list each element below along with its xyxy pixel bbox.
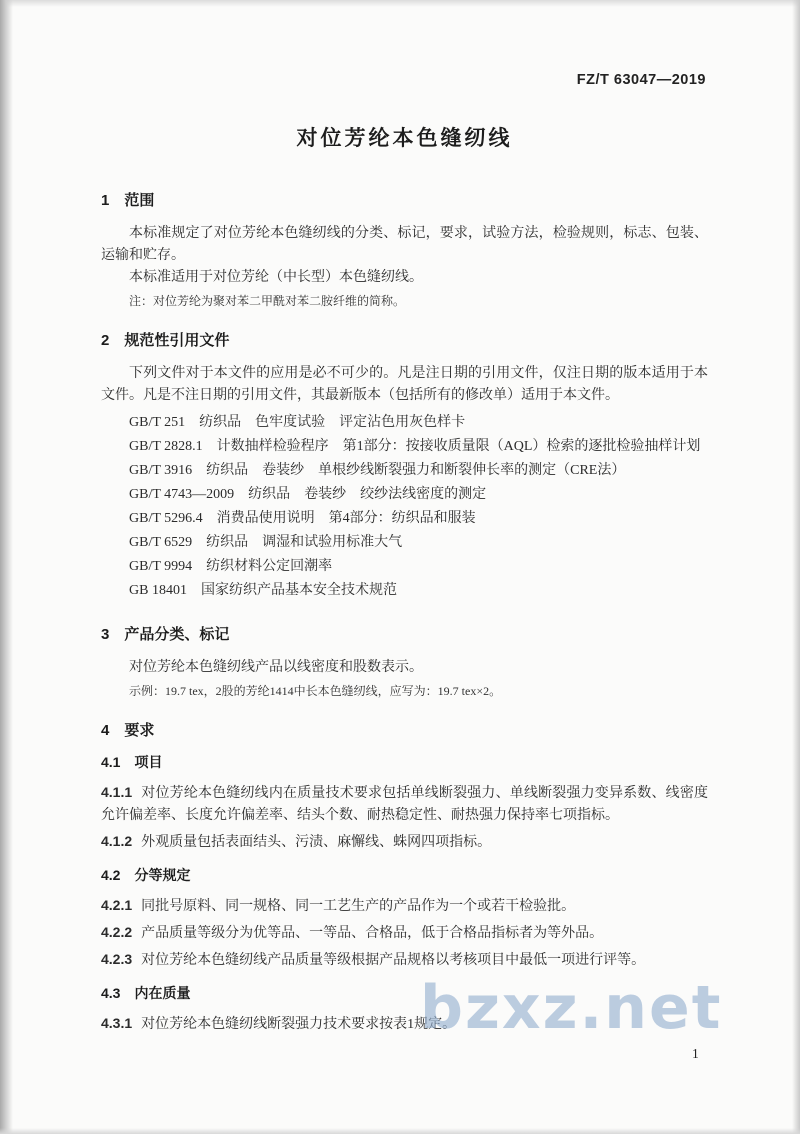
document-title: 对位芳纶本色缝纫线	[296, 127, 513, 150]
clause-4-1-1	[101, 781, 708, 827]
section-1-heading: 1 范围	[101, 192, 155, 209]
clause-4-2-3	[101, 948, 708, 972]
standard-number: FZ/T 63047—2019	[576, 72, 706, 88]
clause-number: 4.2.2	[101, 924, 133, 940]
scope-note: 注：对位芳纶为聚对苯二甲酰对苯二胺纤维的简称。	[129, 294, 406, 308]
scan-edge-left	[0, 0, 13, 1134]
section-4-heading: 4 要求	[101, 722, 155, 739]
clause-text: 同批号原料、同一规格、同一工艺生产的产品作为一个或若干检验批。	[141, 899, 576, 914]
reference-item: GB/T 251 纺织品 色牢度试验 评定沾色用灰色样卡	[129, 415, 466, 430]
clause-text: 对位芳纶本色缝纫线内在质量技术要求包括单线断裂强力、单线断裂强力变异系数、线密度允许偏差率、长度允许偏差率、结头个数、耐热稳定性、耐热强力保持率七项指标。	[101, 786, 708, 823]
reference-item: GB 18401 国家纺织产品基本安全技术规范	[129, 583, 397, 598]
reference-item: GB/T 5296.4 消费品使用说明 第4部分：纺织品和服装	[129, 511, 476, 526]
scan-edge-right	[792, 0, 800, 1134]
clause-number: 4.2.3	[101, 951, 133, 967]
section-4-1-heading: 4.1 项目	[101, 754, 163, 770]
reference-item: GB/T 2828.1 计数抽样检验程序 第1部分：按接收质量限（AQL）检索的逐批检验抽样计划	[129, 439, 701, 454]
section-3-heading: 3 产品分类、标记	[101, 626, 230, 643]
page-number: 1	[692, 1046, 699, 1061]
reference-item: GB/T 4743—2009 纺织品 卷装纱 绞纱法线密度的测定	[129, 487, 487, 502]
reference-item: GB/T 3916 纺织品 卷装纱 单根纱线断裂强力和断裂伸长率的测定（CRE法）	[129, 463, 626, 478]
clause-number: 4.1.2	[101, 833, 133, 849]
reference-item: GB/T 9994 纺织材料公定回潮率	[129, 559, 333, 574]
normative-refs-intro: 下列文件对于本文件的应用是必不可少的。凡是注日期的引用文件，仅注日期的版本适用于本文件。凡是不注日期的引用文件，其最新版本（包括所有的修改单）适用于本文件。	[101, 366, 708, 403]
classification-paragraph: 对位芳纶本色缝纫线产品以线密度和股数表示。	[129, 660, 423, 675]
clause-number: 4.2.1	[101, 897, 133, 913]
clause-4-1-2	[101, 830, 708, 854]
clause-text: 对位芳纶本色缝纫线断裂强力技术要求按表1规定。	[141, 1017, 457, 1032]
clause-4-2-2	[101, 921, 708, 945]
clause-text: 外观质量包括表面结头、污渍、麻懈线、蛛网四项指标。	[141, 835, 492, 850]
clause-4-2-1	[101, 894, 708, 918]
clause-4-3-1	[101, 1012, 708, 1036]
reference-item: GB/T 6529 纺织品 调湿和试验用标准大气	[129, 535, 403, 550]
document-page	[13, 0, 792, 1134]
section-4-2-heading: 4.2 分等规定	[101, 867, 191, 883]
clause-text: 对位芳纶本色缝纫线产品质量等级根据产品规格以考核项目中最低一项进行评等。	[141, 953, 646, 968]
reference-list	[101, 411, 708, 603]
watermark: bzxz.net	[420, 973, 723, 1043]
scope-paragraph-2: 本标准适用于对位芳纶（中长型）本色缝纫线。	[129, 270, 423, 285]
section-4-3-heading: 4.3 内在质量	[101, 985, 191, 1001]
classification-example: 示例：19.7 tex，2股的芳纶1414中长本色缝纫线，应写为：19.7 tex×2。	[129, 684, 502, 698]
section-2-heading: 2 规范性引用文件	[101, 332, 230, 349]
clause-number: 4.1.1	[101, 784, 133, 800]
clause-text: 产品质量等级分为优等品、一等品、合格品，低于合格品指标者为等外品。	[141, 926, 604, 941]
clause-number: 4.3.1	[101, 1015, 133, 1031]
scope-paragraph-1: 本标准规定了对位芳纶本色缝纫线的分类、标记，要求，试验方法，检验规则，标志、包装、运输和贮存。	[101, 226, 708, 263]
